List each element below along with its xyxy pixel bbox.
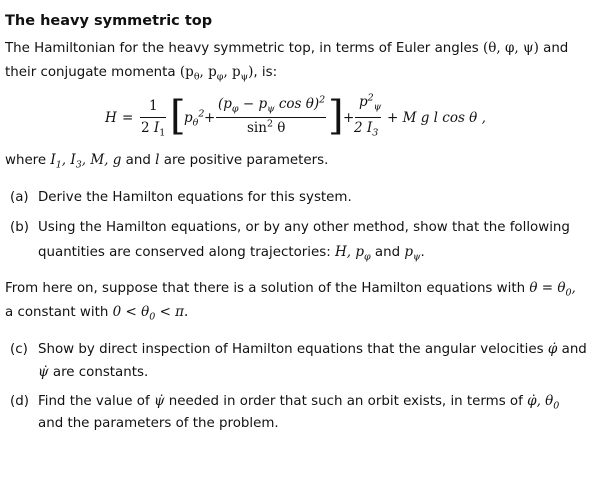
item-c-label: (c) <box>10 342 28 357</box>
euler-angles: (θ, φ, ψ) <box>482 40 539 56</box>
item-b <box>10 220 570 235</box>
params-suffix: are positive parameters. <box>163 153 329 168</box>
item-c-line-2 <box>38 364 148 380</box>
intro-line-1 <box>5 40 568 56</box>
frac2-den: $\sin^2 \theta$ <box>247 118 286 136</box>
plus-2: + <box>343 110 355 126</box>
from-here-text-2: a constant with <box>5 305 109 320</box>
intro-text: The Hamiltonian for the heavy symmetric top, in terms of Euler angles <box>5 41 479 56</box>
item-d <box>10 393 560 412</box>
from-here-text: From here on, suppose that there is a solution of the Hamilton equations with <box>5 281 526 296</box>
item-b-vars: H, $p_\varphi$ <box>335 244 371 263</box>
item-b-line-2 <box>38 244 425 263</box>
params-and: and <box>125 153 151 168</box>
item-a-label: (a) <box>10 190 29 205</box>
item-c-var2: ψ̇ <box>38 364 49 380</box>
item-c-and: and <box>561 342 587 357</box>
theta-ineq: $0 < \theta_0 < \pi$. <box>112 304 189 323</box>
intro-line-2 <box>5 64 278 83</box>
p-theta-sq: $p_\theta^2$ <box>184 108 205 129</box>
frac3-bar <box>355 117 381 118</box>
frac1-bar <box>140 117 166 118</box>
item-d-text-1: Find the value of <box>38 394 150 409</box>
intro-is: , is: <box>253 65 278 80</box>
item-c-text-2: are constants. <box>52 365 149 380</box>
item-b-and: and <box>374 245 401 260</box>
item-b-var2: $p_\psi$ <box>404 244 421 263</box>
item-c-text-1: Show by direct inspection of Hamilton equations that the angular velocities <box>38 342 544 357</box>
theta-eq: $\theta = \theta_0$, <box>529 280 576 299</box>
intro-text-2: their conjugate momenta <box>5 65 176 80</box>
frac1-den: 2 $I_1$ <box>141 120 166 139</box>
item-c-var1: φ̇ <box>547 341 558 357</box>
page-title: The heavy symmetric top <box>5 13 213 29</box>
params-where: where <box>5 153 47 168</box>
right-bracket: ] <box>328 93 344 139</box>
params-vars: $I_1$, $I_3$, M, g <box>50 152 122 171</box>
item-d-label: (d) <box>10 394 29 409</box>
from-here-line-1 <box>5 280 576 299</box>
item-a <box>10 190 352 205</box>
item-b-text-1: Using the Hamilton equations, or by any other method, show that the following <box>38 220 570 235</box>
intro-and: and <box>543 41 569 56</box>
item-a-text: Derive the Hamilton equations for this system. <box>38 190 352 205</box>
eq-tail: + M g l cos θ , <box>387 110 486 126</box>
frac3-den: 2 $I_3$ <box>354 120 379 139</box>
item-c <box>10 341 587 357</box>
item-d-var1: ψ̇ <box>153 393 165 409</box>
eq-lhs: H <box>105 110 117 126</box>
item-d-text-2: and the parameters of the problem. <box>38 416 279 431</box>
hamiltonian-equation <box>100 94 520 148</box>
from-here-line-2 <box>5 304 189 323</box>
params-line <box>5 152 329 171</box>
conjugate-momenta: ($p_\theta$, $p_\varphi$, $p_\psi$) <box>179 64 254 83</box>
frac1-num: 1 <box>149 98 158 114</box>
eq-equals: = <box>122 110 134 126</box>
item-b-end: . <box>420 245 425 260</box>
item-d-var2: φ̇, $\theta_0$ <box>527 393 560 412</box>
plus-1: + <box>204 110 216 126</box>
params-l: l <box>155 152 160 168</box>
item-b-label: (b) <box>10 220 29 235</box>
item-d-line-2 <box>38 416 279 431</box>
item-d-mid: needed in order that such an orbit exists, in terms of <box>168 394 523 409</box>
frac3-num: $p^2_\psi$ <box>359 92 382 113</box>
left-bracket: [ <box>170 93 186 139</box>
frac2-num: ($p_\varphi - p_\psi$ cos θ)$^2$ <box>218 94 326 115</box>
item-b-text-2: quantities are conserved along trajectories: <box>38 245 331 260</box>
